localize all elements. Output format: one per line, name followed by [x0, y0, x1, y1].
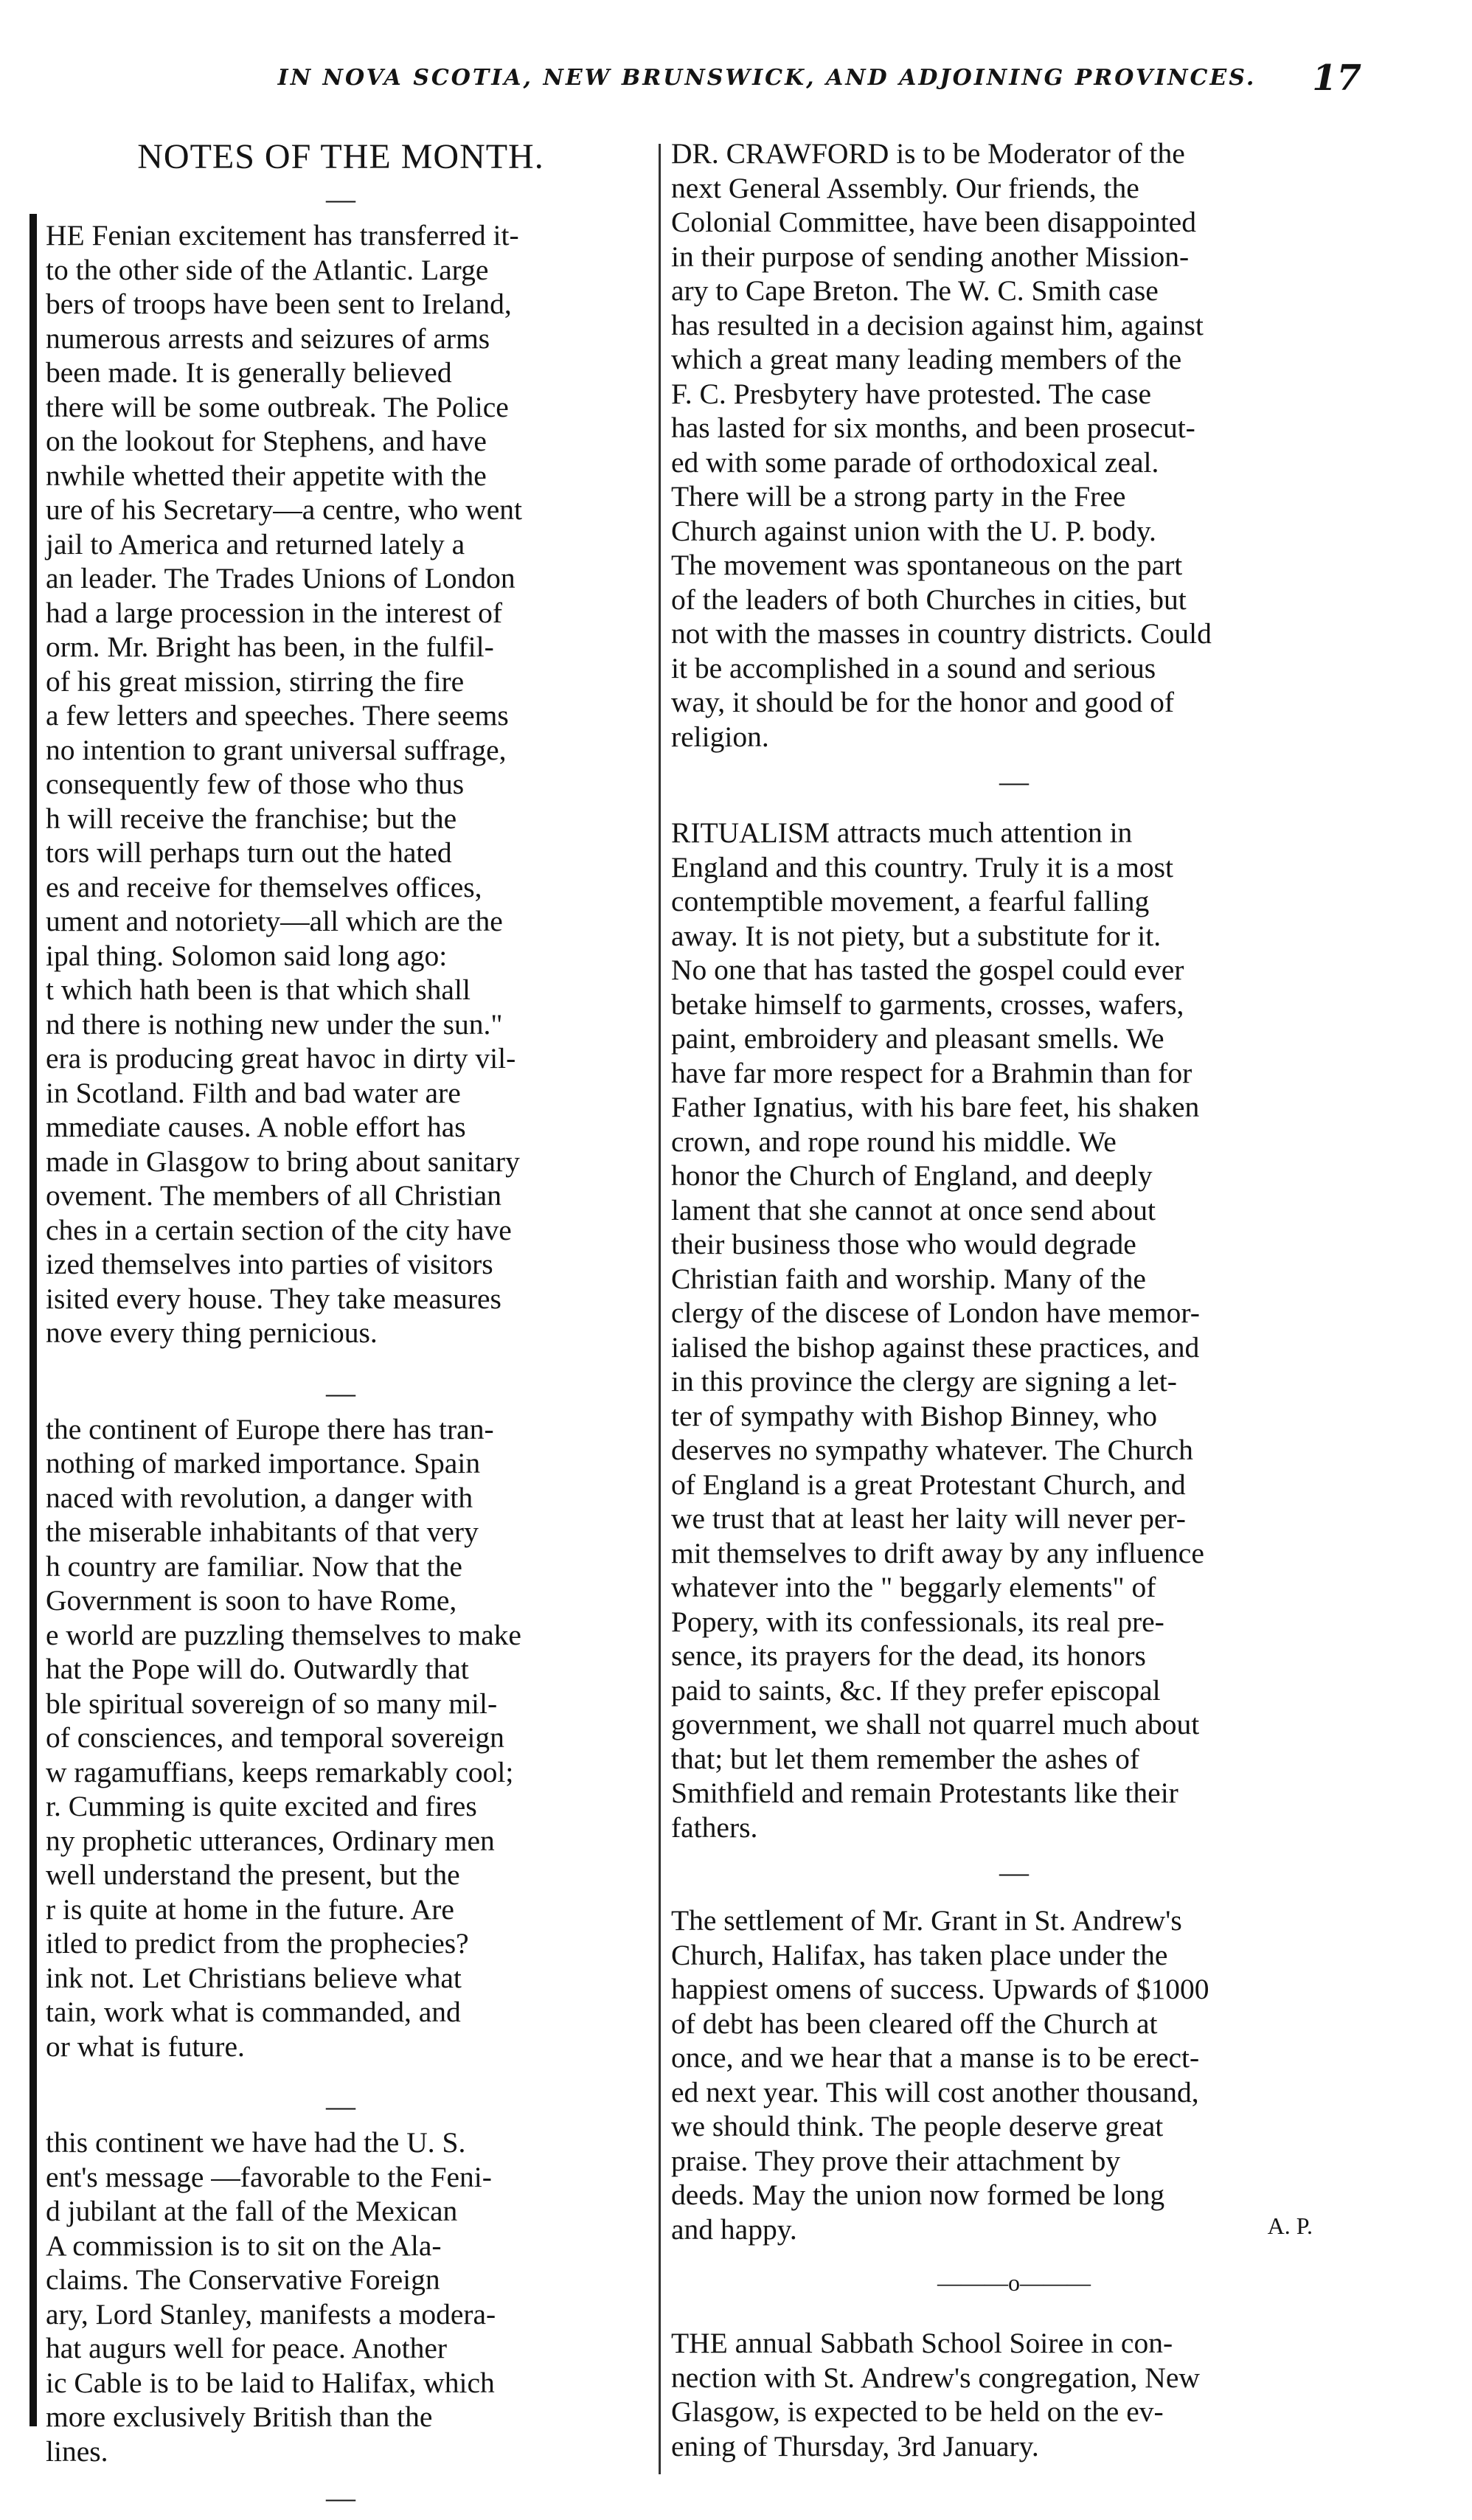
text-line: betake himself to garments, crosses, wafers,: [671, 987, 1184, 1021]
text-line: away. It is not piety, but a substitute for it.: [671, 919, 1162, 952]
text-line: bers of troops have been sent to Ireland,: [46, 288, 512, 320]
text-line: no intention to grant universal suffrage,: [46, 733, 507, 766]
dash-separator: —: [326, 1375, 355, 1409]
text-line: and happy.: [671, 2212, 797, 2246]
text-line: The movement was spontaneous on the part: [671, 549, 1183, 581]
text-line: e world are puzzling themselves to make: [46, 1618, 521, 1651]
paragraph-fenian: [31, 218, 650, 1350]
text-line: isited every house. They take measures: [46, 1282, 501, 1315]
text-line: t which hath been is that which shall: [46, 973, 471, 1006]
text-line: ized themselves into parties of visitors: [46, 1248, 493, 1280]
paragraph-europe: [31, 1412, 650, 2064]
text-line: Popery, with its confessionals, its real pre-: [671, 1605, 1164, 1638]
text-line: nection with St. Andrew's congregation, New: [671, 2361, 1200, 2394]
text-line: ary to Cape Breton. The W. C. Smith case: [671, 274, 1159, 307]
text-line: or what is future.: [46, 2030, 245, 2063]
text-line: ink not. Let Christians believe what: [46, 1961, 462, 1994]
text-line: not with the masses in country districts. Could: [671, 617, 1212, 650]
dash-separator: —: [326, 182, 355, 215]
text-line: fathers.: [671, 1811, 758, 1844]
text-line: ed next year. This will cost another thousand,: [671, 2075, 1199, 2108]
paragraph-dr-crawford: [671, 136, 1357, 754]
section-divider: ———o———: [937, 2269, 1091, 2296]
dash-separator: —: [326, 2481, 355, 2514]
text-line: r is quite at home in the future. Are: [46, 1892, 454, 1926]
text-line: had a large procession in the interest of: [46, 596, 503, 629]
text-line: nove every thing pernicious.: [46, 1316, 378, 1349]
text-line: well understand the present, but the: [46, 1858, 460, 1891]
text-line: we trust that at least her laity will never per-: [671, 1502, 1186, 1535]
text-line: of his great mission, stirring the fire: [46, 664, 465, 698]
text-line: have far more respect for a Brahmin than for: [671, 1056, 1192, 1089]
text-line: A commission is to sit on the Ala-: [46, 2229, 442, 2262]
text-line: ipal thing. Solomon said long ago:: [46, 939, 448, 972]
text-line: consequently few of those who thus: [46, 768, 465, 800]
text-line: tain, work what is commanded, and: [46, 1996, 461, 2028]
text-line: next General Assembly. Our friends, the: [671, 171, 1139, 204]
text-line: Colonial Committee, have been disappointed: [671, 206, 1196, 238]
text-line: in this province the clergy are signing a let-: [671, 1365, 1177, 1398]
text-line: ny prophetic utterances, Ordinary men: [46, 1824, 495, 1857]
text-line: itled to predict from the prophecies?: [46, 1927, 469, 1960]
text-line: naced with revolution, a danger with: [46, 1481, 473, 1514]
text-line: happiest omens of success. Upwards of $1000: [671, 1973, 1209, 2005]
running-title: IN NOVA SCOTIA, NEW BRUNSWICK, AND ADJOINING PROVINCES.: [277, 65, 1257, 91]
paragraph-ritualism: [671, 816, 1357, 1844]
text-line: of debt has been cleared off the Church at: [671, 2007, 1158, 2040]
text-line: hat the Pope will do. Outwardly that: [46, 1653, 469, 1685]
text-line: h country are familiar. Now that the: [46, 1549, 462, 1583]
text-line: ovement. The members of all Christian: [46, 1179, 501, 1212]
text-line: ic Cable is to be laid to Halifax, which: [46, 2366, 495, 2399]
text-line: There will be a strong party in the Free: [671, 480, 1126, 513]
text-line: w ragamuffians, keeps remarkably cool;: [46, 1755, 514, 1788]
text-line: an leader. The Trades Unions of London: [46, 562, 515, 594]
text-line: mit themselves to drift away by any influence: [671, 1536, 1204, 1569]
text-line: it be accomplished in a sound and serious: [671, 651, 1156, 684]
text-line: more exclusively British than the: [46, 2401, 433, 2433]
text-line: claims. The Conservative Foreign: [46, 2263, 440, 2296]
dash-separator: —: [999, 1856, 1029, 1889]
text-line: tors will perhaps turn out the hated: [46, 836, 452, 869]
text-line: we should think. The people deserve great: [671, 2110, 1164, 2142]
paragraph-this-continent: [31, 2125, 650, 2468]
text-line: a few letters and speeches. There seems: [46, 699, 509, 732]
text-line: once, and we hear that a manse is to be erect-: [671, 2041, 1200, 2074]
text-line: of the leaders of both Churches in cities, but: [671, 583, 1187, 616]
dash-separator: —: [326, 2089, 355, 2122]
text-line: jail to America and returned lately a: [46, 527, 465, 560]
text-line: F. C. Presbytery have protested. The case: [671, 377, 1151, 410]
text-line: Father Ignatius, with his bare feet, his shaken: [671, 1091, 1200, 1123]
text-line: RITUALISM attracts much attention in: [671, 816, 1133, 849]
text-line: es and receive for themselves offices,: [46, 870, 482, 903]
text-line: there will be some outbreak. The Police: [46, 390, 509, 423]
text-line: ches in a certain section of the city have: [46, 1213, 512, 1246]
text-line: deserves no sympathy whatever. The Church: [671, 1434, 1193, 1466]
text-line: orm. Mr. Bright has been, in the fulfil-: [46, 631, 494, 663]
page-number: 17: [1312, 58, 1361, 99]
text-line: ble spiritual sovereign of so many mil-: [46, 1687, 498, 1720]
text-line: d jubilant at the fall of the Mexican: [46, 2195, 458, 2227]
right-column: [671, 136, 1357, 2463]
text-line: ary, Lord Stanley, manifests a modera-: [46, 2297, 496, 2330]
text-line: ent's message —favorable to the Feni-: [46, 2160, 492, 2193]
text-line: in Scotland. Filth and bad water are: [46, 1076, 461, 1109]
text-line: ter of sympathy with Bishop Binney, who: [671, 1399, 1158, 1432]
text-line: mmediate causes. A noble effort has: [46, 1111, 466, 1143]
text-line: crown, and rope round his middle. We: [671, 1125, 1117, 1158]
dash-separator: —: [999, 765, 1029, 798]
text-line: whatever into the " beggarly elements" of: [671, 1571, 1156, 1603]
text-line: England and this country. Truly it is a most: [671, 850, 1174, 884]
text-line: paid to saints, &c. If they prefer episcopal: [671, 1673, 1161, 1707]
text-line: nothing of marked importance. Spain: [46, 1447, 481, 1479]
text-line: contemptible movement, a fearful falling: [671, 885, 1150, 917]
section-heading: NOTES OF THE MONTH.: [137, 137, 544, 176]
text-line: era is producing great havoc in dirty vil-: [46, 1042, 516, 1075]
text-line: been made. It is generally believed: [46, 356, 452, 389]
text-line: has lasted for six months, and been prosecut-: [671, 412, 1195, 444]
text-line: clergy of the discese of London have memor-: [671, 1297, 1200, 1329]
text-line: honor the Church of England, and deeply: [671, 1159, 1153, 1192]
text-line: Smithfield and remain Protestants like their: [671, 1777, 1178, 1809]
text-line: in their purpose of sending another Mission-: [671, 240, 1190, 273]
text-line: sence, its prayers for the dead, its honors: [671, 1639, 1146, 1672]
text-line: of consciences, and temporal sovereign: [46, 1721, 504, 1754]
text-line: numerous arrests and seizures of arms: [46, 322, 490, 355]
text-line: r. Cumming is quite excited and fires: [46, 1790, 477, 1822]
text-line: praise. They prove their attachment by: [671, 2144, 1121, 2177]
text-line: has resulted in a decision against him, against: [671, 308, 1204, 341]
text-line: the miserable inhabitants of that very: [46, 1516, 479, 1548]
text-line: ialised the bishop against these practices, and: [671, 1330, 1200, 1364]
text-line: Christian faith and worship. Many of the: [671, 1262, 1146, 1295]
text-line: Government is soon to have Rome,: [46, 1584, 457, 1617]
text-line: made in Glasgow to bring about sanitary: [46, 1145, 520, 1178]
text-line: ening of Thursday, 3rd January.: [671, 2429, 1039, 2462]
text-line: of England is a great Protestant Church, and: [671, 1468, 1186, 1501]
text-line: ument and notoriety—all which are the: [46, 905, 503, 937]
text-line: nwhile whetted their appetite with the: [46, 459, 487, 492]
text-line: ed with some parade of orthodoxical zeal.: [671, 445, 1159, 479]
text-line: the continent of Europe there has tran-: [46, 1412, 494, 1445]
text-line: hat augurs well for peace. Another: [46, 2332, 448, 2364]
text-line: No one that has tasted the gospel could ever: [671, 954, 1184, 986]
text-line: which a great many leading members of the: [671, 343, 1182, 375]
paragraph-soiree: [671, 2326, 1357, 2463]
text-line: The settlement of Mr. Grant in St. Andrew's: [671, 1904, 1182, 1937]
text-line: Church, Halifax, has taken place under the: [671, 1938, 1168, 1971]
text-line: Glasgow, is expected to be held on the ev-: [671, 2395, 1164, 2428]
text-line: their business those who would degrade: [671, 1228, 1136, 1260]
text-line: h will receive the franchise; but the: [46, 802, 457, 835]
text-line: THE annual Sabbath School Soiree in con-: [671, 2327, 1173, 2359]
text-line: DR. CRAWFORD is to be Moderator of the: [671, 137, 1185, 170]
text-line: deeds. May the union now formed be long: [671, 2179, 1165, 2211]
text-line: lines.: [46, 2434, 108, 2468]
text-line: nd there is nothing new under the sun.": [46, 1007, 503, 1041]
column-divider: [659, 144, 661, 2474]
text-line: to the other side of the Atlantic. Large: [46, 253, 489, 286]
text-line: government, we shall not quarrel much about: [671, 1708, 1200, 1740]
text-line: on the lookout for Stephens, and have: [46, 425, 487, 457]
text-line: this continent we have had the U. S.: [46, 2126, 466, 2159]
paragraph-settlement: [671, 1903, 1357, 2246]
text-line: HE Fenian excitement has transferred it-: [46, 219, 519, 251]
signature-initials: A. P.: [1267, 2212, 1313, 2239]
left-column: [31, 136, 650, 2517]
text-line: way, it should be for the honor and good of: [671, 686, 1174, 718]
text-line: ure of his Secretary—a centre, who went: [46, 493, 523, 526]
text-line: Church against union with the U. P. body.: [671, 514, 1156, 547]
text-line: religion.: [671, 720, 769, 753]
text-line: lament that she cannot at once send about: [671, 1193, 1156, 1226]
text-line: paint, embroidery and pleasant smells. We: [671, 1022, 1164, 1055]
text-line: that; but let them remember the ashes of: [671, 1742, 1140, 1775]
